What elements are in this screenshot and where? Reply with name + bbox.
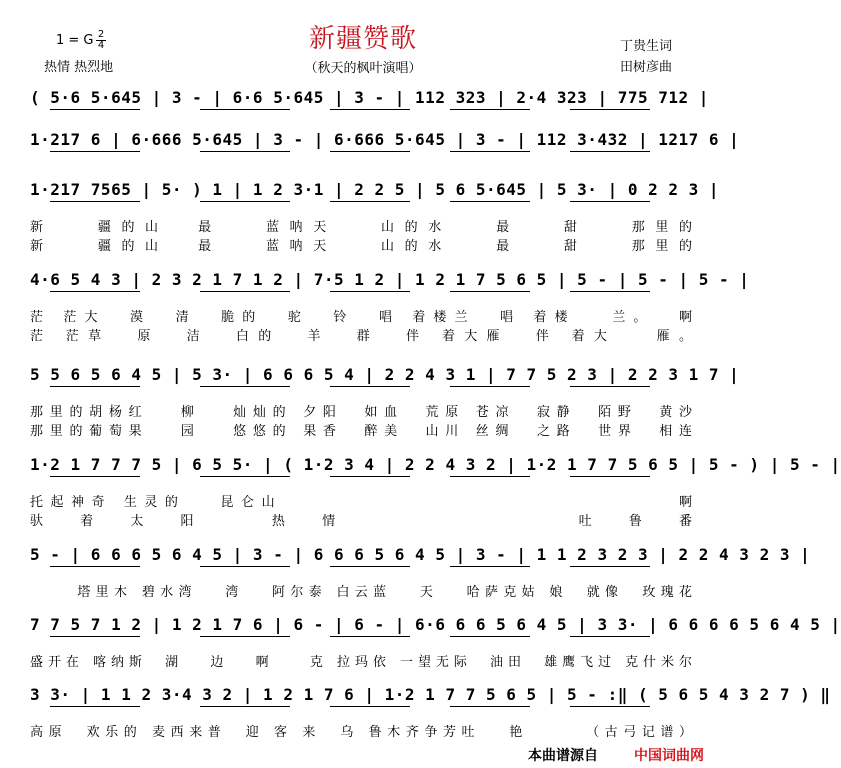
beam-line [450, 386, 530, 387]
beam-line [200, 201, 290, 202]
lyric-line: 盛开在 喀纳斯 湖 边 啊 克 拉玛依 一望无际 油田 雄鹰飞过 克什米尔 [30, 655, 692, 670]
time-denominator: 4 [97, 40, 105, 51]
beam-line [200, 476, 290, 477]
notation-line: 1·2 1 7 7 7 5 | 6 5 5· | ( 1·2 3 4 | 2 2 4 3 2 | 1·2 1 7 7 5 6 5 | 5 - ) | 5 - | [30, 455, 841, 474]
score-row [30, 365, 740, 439]
lyric-line: 高原 欢乐的 麦西来普 迎 客 来 乌 鲁木齐争芳吐 艳 （古弓记谱） [30, 725, 692, 740]
score-row [30, 545, 811, 600]
lyric-line: 塔里木 碧水湾 湾 阿尔泰 白云蓝 天 哈萨克姑 娘 就像 玫瑰花 [30, 585, 692, 600]
beam-line [330, 109, 410, 110]
time-numerator: 2 [97, 29, 105, 40]
beam-line [450, 706, 530, 707]
beam-line [330, 291, 410, 292]
beam-line [450, 636, 530, 637]
beam-line [50, 386, 140, 387]
beam-line [570, 201, 650, 202]
song-title: 新疆赞歌 [308, 24, 417, 54]
score-row [30, 180, 720, 254]
score-row [30, 88, 709, 112]
beam-line [330, 706, 410, 707]
beam-line [200, 291, 290, 292]
beam-line [330, 636, 410, 637]
score-row [30, 685, 831, 740]
notation-line: 3 3· | 1 1 2 3·4 3 2 | 1 2 1 7 6 | 1·2 1 7 7 5 6 5 | 5 - :‖ ( 5 6 5 4 3 2 7 ) ‖ [30, 685, 831, 704]
tempo-mood: 热情 热烈地 [44, 60, 114, 75]
lyric-line: 驮着太阳 热情 吐鲁番 [30, 514, 692, 529]
beam-line [450, 291, 530, 292]
performer-subtitle: （秋天的枫叶演唱） [304, 61, 422, 76]
beam-line [450, 566, 530, 567]
beam-line [570, 476, 650, 477]
lyric-line: 新 疆的山 最 蓝呐天 山的水 最 甜 那里的 [30, 220, 692, 235]
time-signature [96, 30, 106, 51]
key-signature: 1 = G [56, 33, 94, 48]
beam-line [570, 151, 650, 152]
beam-line [570, 566, 650, 567]
lyricist-credit: 丁贵生词 [620, 39, 673, 54]
beam-line [200, 706, 290, 707]
source-credit: 本曲谱源自 [528, 748, 598, 764]
lyric-line: 新 疆的山 最 蓝呐天 山的水 最 甜 那里的 [30, 239, 692, 254]
beam-line [50, 636, 140, 637]
composer-credit: 田树彦曲 [620, 60, 673, 75]
beam-line [570, 706, 650, 707]
beam-line [450, 151, 530, 152]
beam-line [450, 201, 530, 202]
notation-line: 5 - | 6 6 6 5 6 4 5 | 3 - | 6 6 6 5 6 4 5 | 3 - | 1 1 2 3 2 3 | 2 2 4 3 2 3 | [30, 545, 811, 564]
beam-line [200, 109, 290, 110]
beam-line [330, 151, 410, 152]
beam-line [330, 566, 410, 567]
notation-line: 4·6 5 4 3 | 2 3 2 1 7 1 2 | 7·5 1 2 | 1 2 1 7 5 6 5 | 5 - | 5 - | 5 - | [30, 270, 750, 289]
notation-line: 7 7 5 7 1 2 | 1 2 1 7 6 | 6 - | 6 - | 6·6 6 6 5 6 4 5 | 3 3· | 6 6 6 6 5 6 4 5 | [30, 615, 841, 634]
score-row [30, 615, 841, 670]
beam-line [200, 566, 290, 567]
lyric-line: 茫 茫草 原 洁 白的 羊 群 伴 着大雁 伴 着大 雁。 [30, 329, 692, 344]
beam-line [330, 201, 410, 202]
beam-line [450, 476, 530, 477]
beam-line [570, 636, 650, 637]
score-row [30, 270, 750, 344]
beam-line [50, 291, 140, 292]
beam-line [330, 386, 410, 387]
notation-line: 1·217 6 | 6·666 5·645 | 3 - | 6·666 5·645 | 3 - | 112 3·432 | 1217 6 | [30, 130, 740, 149]
beam-line [330, 476, 410, 477]
beam-line [50, 706, 140, 707]
lyric-line: 那里的胡杨红 柳 灿灿的 夕阳 如血 荒原 苍凉 寂静 陌野 黄沙 [30, 405, 692, 420]
beam-line [50, 109, 140, 110]
lyric-line: 托起神奇 生灵的 昆仑山 啊 [30, 495, 692, 510]
score-row [30, 455, 841, 529]
notation-line: ( 5·6 5·645 | 3 - | 6·6 5·645 | 3 - | 112 323 | 2·4 323 | 775 712 | [30, 88, 709, 107]
beam-line [200, 386, 290, 387]
beam-line [450, 109, 530, 110]
notation-line: 5 5 6 5 6 4 5 | 5 3· | 6 6 6 5 4 | 2 2 4 3 1 | 7 7 5 2 3 | 2 2 3 1 7 | [30, 365, 740, 384]
beam-line [50, 151, 140, 152]
source-site-link[interactable]: 中国词曲网 [634, 748, 704, 764]
beam-line [50, 476, 140, 477]
beam-line [200, 151, 290, 152]
beam-line [50, 201, 140, 202]
beam-line [200, 636, 290, 637]
lyric-line: 茫 茫大 漠 清 脆的 驼 铃 唱 着楼兰 唱 着楼 兰。 啊 [30, 310, 692, 325]
score-row [30, 130, 740, 154]
beam-line [570, 386, 650, 387]
notation-line: 1·217 7565 | 5· ) 1 | 1 2 3·1 | 2 2 5 | 5 6 5·645 | 5 3· | 0 2 2 3 | [30, 180, 720, 199]
beam-line [50, 566, 140, 567]
beam-line [570, 291, 650, 292]
lyric-line: 那里的葡萄果 园 悠悠的 果香 醉美 山川 丝绸 之路 世界 相连 [30, 424, 692, 439]
beam-line [570, 109, 650, 110]
